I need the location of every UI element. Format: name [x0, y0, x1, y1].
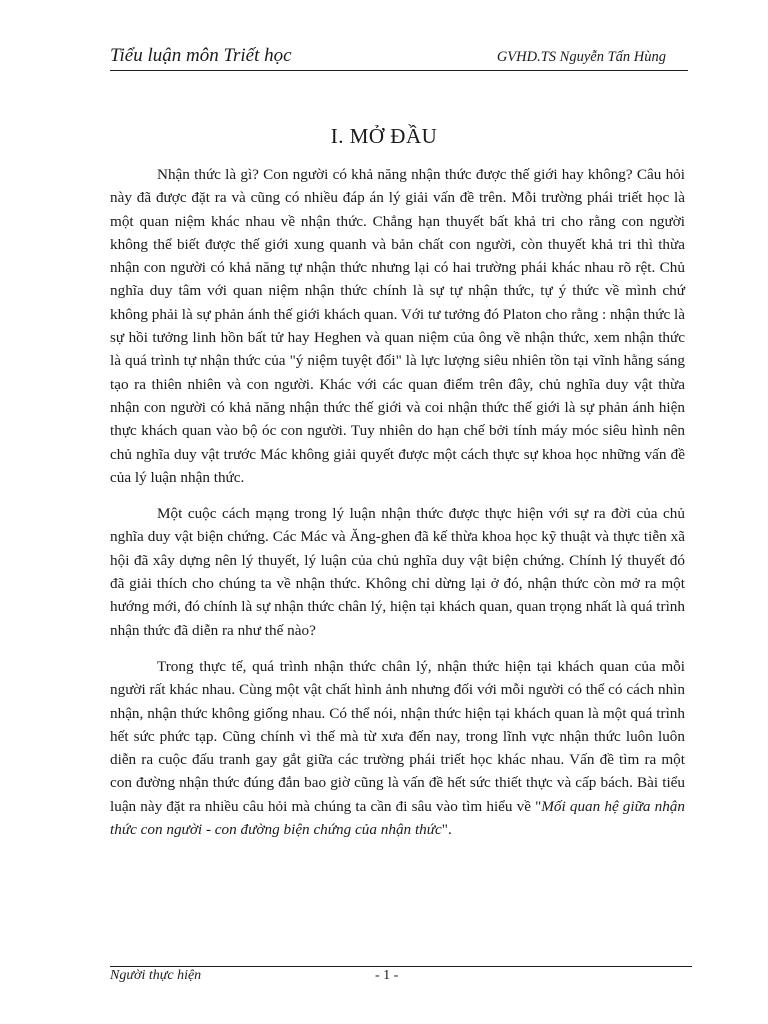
paragraph-3: [110, 655, 685, 841]
body-text: [110, 163, 685, 854]
page-number: - 1 -: [375, 968, 399, 983]
header-instructor: GVHD.TS Nguyễn Tấn Hùng: [496, 49, 666, 65]
paragraph-3-italic-topic: Mối quan hệ giữa nhận thức con người - con đường biện chứng của nhận thức: [110, 797, 685, 839]
section-title: I. MỞ ĐẦU: [330, 124, 438, 148]
footer-author-label: Người thực hiện: [110, 968, 202, 983]
paragraph-3-end: ".: [441, 821, 452, 839]
header-course-title: Tiểu luận môn Triết học: [110, 45, 292, 66]
paragraph-2: Một cuộc cách mạng trong lý luận nhận thức được thực hiện với sự ra đời của chủ nghĩa duy vật biện chứng. Các Mác và Ăng-ghen đã kế thừa khoa học kỹ thuật và thực tiễn xã hội đã xây dựng nên lý thuyết, lý luận của chủ nghĩa duy vật biện chứng. Chính lý thuyết đó đã giải thích cho chúng ta về nhận thức. Không chỉ dừng lại ở đó, nhận thức còn mở ra một hướng mới, đó chính là sự nhận thức chân lý, hiện tại khách quan, quan trọng nhất là quá trình nhận thức đã diễn ra như thế nào?: [110, 505, 685, 639]
page-header: [110, 44, 688, 71]
page-footer: [110, 966, 692, 987]
paragraph-1: Nhận thức là gì? Con người có khả năng nhận thức được thế giới hay không? Câu hỏi này đã được đặt ra và cũng có nhiều đáp án lý giải vấn đề trên. Mỗi trường phái triết học là một quan niệm khác nhau về nhận thức. Chẳng hạn thuyết bất khả tri cho rằng con người không thể biết được thế giới xung quanh và bản chất con người, còn thuyết khả tri thì thừa nhận con người có khả năng tự nhận thức nhưng lại có hai trường phái khác nhau rõ rệt. Chủ nghĩa duy tâm với quan niệm nhận thức chính là sự tự nhận thức, tự ý thức về mình chứ không phải là sự phản ánh thế giới khách quan. Với tư tưởng đó Platon cho rằng : nhận thức là sự hồi tưởng linh hồn bất tử hay Heghen và quan niệm của ông về nhận thức, xem nhận thức là quá trình tự nhận thức của "ý niệm tuyệt đối" là lực lượng siêu nhiên tồn tại vĩnh hằng sáng tạo ra thiên nhiên và con người. Khác với các quan điểm trên đây, chủ nghĩa duy vật thừa nhận con người có khả năng nhận thức thế giới và coi nhận thức thế giới là sự phản ánh hiện thực khách quan vào bộ óc con người. Tuy nhiên do hạn chế bởi tính máy móc siêu hình nên chủ nghĩa duy vật trước Mác không giải quyết được một cách thực sự khoa học những vấn đề của lý luận nhận thức.: [110, 166, 685, 486]
paragraph-3-text: Trong thực tế, quá trình nhận thức chân lý, nhận thức hiện tại khách quan của mỗi người rất khác nhau. Cùng một vật chất hình ảnh nhưng đối với mỗi người có thể có cách nhìn nhận, nhận thức không giống nhau. Có thể nói, nhận thức hiện tại khách quan là một quá trình hết sức phức tạp. Cũng chính vì thế mà từ xưa đến nay, trong lĩnh vực nhận thức luôn luôn diễn ra cuộc đấu tranh gay gắt giữa các trường phái triết học khác nhau. Vấn đề tìm ra một con đường nhận thức đúng đắn bao giờ cũng là vấn đề hết sức thiết thực và cấp bách. Bài tiểu luận này đặt ra nhiều câu hỏi mà chúng ta cần đi sâu vào tìm hiểu về ": [110, 657, 685, 815]
